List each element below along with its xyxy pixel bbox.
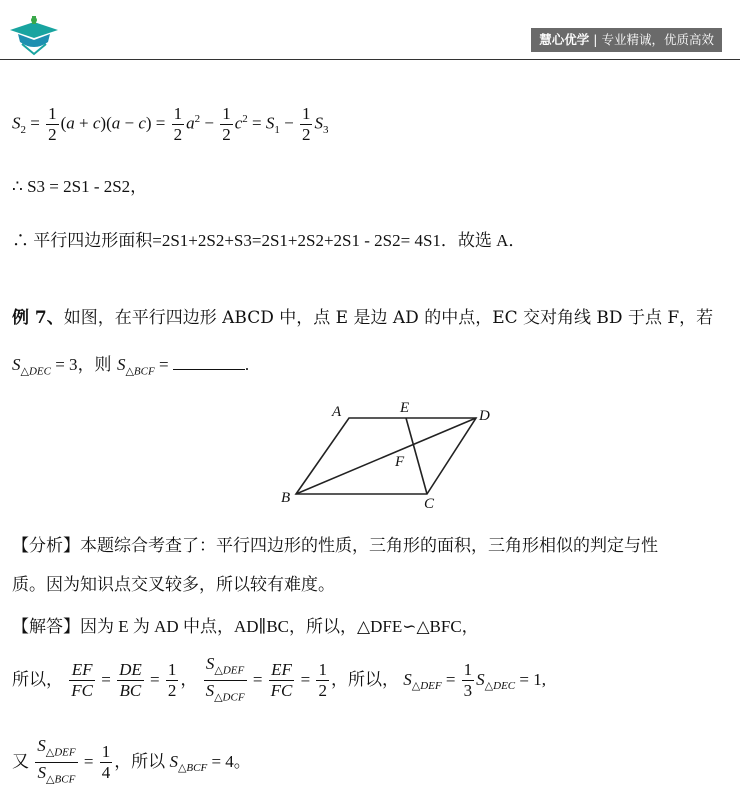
example-7-line1 (12, 303, 713, 328)
answer-line2: 所以， $\frac{EF}{FC}$ = $\frac{DE}{BC}$ = $\frac{1}{2}$ ， $\frac{S_{\triangle DEF}}{S_{\triangle DCF}}$ = $\frac{EF}{FC}$ = $\frac{1}{2}$ ，所以， $S_{\triangle DEF}$ = $\frac{1}{3}$ $S_{\triangle DEC} = 1$, (12, 654, 546, 704)
line-s3: ∴ S3 = 2S1 - 2S2， (12, 177, 148, 196)
label-F: F (395, 454, 405, 470)
example-text: 如图，在平行四边形 ABCD 中，点 E 是边 AD 的中点，EC 交对角线 BD 于点 F，若 (63, 308, 714, 328)
analysis-line1: 【分析】本题综合考查了：平行四边形的性质，三角形的面积，三角形相似的判定与性 (12, 536, 658, 556)
label-D: D (479, 408, 490, 424)
brand-banner (531, 28, 722, 52)
label-C: C (424, 496, 435, 508)
parallelogram-figure (270, 396, 510, 508)
answer-line1: 【解答】因为 E 为 AD 中点，AD∥BC，所以，△DFE∽△BFC， (12, 617, 479, 637)
answer-blank (173, 355, 245, 370)
label-B: B (281, 490, 291, 506)
example-7-line2: $S_{\triangle DEC} = 3$，则 $S_{\triangle BCF}$ = . (12, 355, 250, 378)
brand-slogan: 专业精诚，优质高效 (601, 32, 714, 47)
analysis-line2: 质。因为知识点交叉较多，所以较有难度。 (12, 575, 335, 595)
answer-line3: 又 $\frac{S_{\triangle DEF}}{S_{\triangle BCF}}$ = $\frac{1}{4}$ ，所以 $S_{\triangle BCF} = 4$。 (12, 736, 251, 786)
label-A: A (332, 404, 342, 420)
logo-icon (8, 16, 60, 56)
formula-s2: $S_2$ = $\frac{1}{2}$ (a + c)(a − c) = $\frac{1}{2}$ $a^2$ − $\frac{1}{2}$ $c^2 = S_1$ − $\frac{1}{2}$ $S_3$ (12, 104, 329, 144)
segment-ec (406, 418, 427, 494)
analysis-tag: 【分析】 (12, 536, 80, 556)
example-number: 例 7、 (12, 308, 64, 328)
brand-name: 慧心优学 (539, 32, 590, 47)
header-divider (0, 59, 740, 60)
answer-tag: 【解答】 (12, 617, 80, 637)
brand-separator: | (593, 32, 598, 47)
line-total-area: ∴ 平行四边形面积=2S1+2S2+S3=2S1+2S2+2S1 - 2S2= 4S1．故选 A． (12, 231, 526, 250)
label-E: E (400, 400, 410, 416)
